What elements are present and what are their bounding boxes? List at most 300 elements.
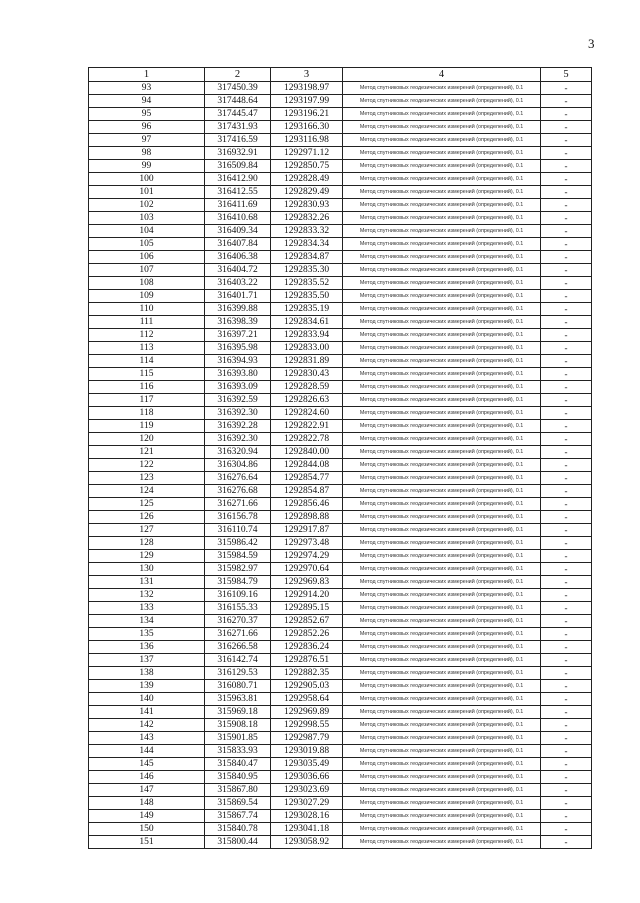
point-number-cell: 139 [89, 680, 205, 693]
method-cell: Метод спутниковых геодезических измерений (определений), 0.1 [343, 797, 541, 810]
header-col-3: 3 [271, 68, 343, 82]
point-number-cell: 129 [89, 550, 205, 563]
note-cell: - [541, 355, 592, 368]
method-cell: Метод спутниковых геодезических измерений (определений), 0.1 [343, 680, 541, 693]
table-row [89, 459, 592, 472]
y-coordinate-cell: 1292973.48 [271, 537, 343, 550]
y-coordinate-cell: 1292898.88 [271, 511, 343, 524]
point-number-cell: 115 [89, 368, 205, 381]
note-cell: - [541, 394, 592, 407]
y-coordinate-cell: 1292856.46 [271, 498, 343, 511]
point-number-cell: 151 [89, 836, 205, 849]
x-coordinate-cell: 316411.69 [205, 199, 271, 212]
note-cell: - [541, 407, 592, 420]
table-row [89, 199, 592, 212]
point-number-cell: 135 [89, 628, 205, 641]
method-cell: Метод спутниковых геодезических измерений (определений), 0.1 [343, 823, 541, 836]
table-row [89, 784, 592, 797]
x-coordinate-cell: 316395.98 [205, 342, 271, 355]
method-cell: Метод спутниковых геодезических измерений (определений), 0.1 [343, 576, 541, 589]
note-cell: - [541, 602, 592, 615]
note-cell: - [541, 329, 592, 342]
point-number-cell: 112 [89, 329, 205, 342]
table-row [89, 394, 592, 407]
table-row [89, 277, 592, 290]
x-coordinate-cell: 316270.37 [205, 615, 271, 628]
note-cell: - [541, 238, 592, 251]
y-coordinate-cell: 1292834.61 [271, 316, 343, 329]
y-coordinate-cell: 1293028.16 [271, 810, 343, 823]
table-row [89, 771, 592, 784]
method-cell: Метод спутниковых геодезических измерений (определений), 0.1 [343, 212, 541, 225]
table-row [89, 329, 592, 342]
x-coordinate-cell: 316266.58 [205, 641, 271, 654]
x-coordinate-cell: 315986.42 [205, 537, 271, 550]
y-coordinate-cell: 1293036.66 [271, 771, 343, 784]
method-cell: Метод спутниковых геодезических измерений (определений), 0.1 [343, 745, 541, 758]
point-number-cell: 106 [89, 251, 205, 264]
point-number-cell: 109 [89, 290, 205, 303]
x-coordinate-cell: 316276.64 [205, 472, 271, 485]
table-row [89, 290, 592, 303]
method-cell: Метод спутниковых геодезических измерений (определений), 0.1 [343, 199, 541, 212]
point-number-cell: 141 [89, 706, 205, 719]
x-coordinate-cell: 315901.85 [205, 732, 271, 745]
point-number-cell: 138 [89, 667, 205, 680]
x-coordinate-cell: 316401.71 [205, 290, 271, 303]
method-cell: Метод спутниковых геодезических измерений (определений), 0.1 [343, 381, 541, 394]
point-number-cell: 118 [89, 407, 205, 420]
table-row [89, 420, 592, 433]
note-cell: - [541, 810, 592, 823]
table-row [89, 108, 592, 121]
x-coordinate-cell: 316142.74 [205, 654, 271, 667]
x-coordinate-cell: 317450.39 [205, 82, 271, 95]
table-row [89, 719, 592, 732]
point-number-cell: 100 [89, 173, 205, 186]
method-cell: Метод спутниковых геодезических измерений (определений), 0.1 [343, 277, 541, 290]
note-cell: - [541, 147, 592, 160]
x-coordinate-cell: 316404.72 [205, 264, 271, 277]
table-row [89, 511, 592, 524]
page-number: 3 [588, 36, 595, 51]
note-cell: - [541, 277, 592, 290]
note-cell: - [541, 732, 592, 745]
method-cell: Метод спутниковых геодезических измерений (определений), 0.1 [343, 95, 541, 108]
table-row [89, 82, 592, 95]
point-number-cell: 143 [89, 732, 205, 745]
method-cell: Метод спутниковых геодезических измерений (определений), 0.1 [343, 836, 541, 849]
x-coordinate-cell: 315869.54 [205, 797, 271, 810]
method-cell: Метод спутниковых геодезических измерений (определений), 0.1 [343, 160, 541, 173]
y-coordinate-cell: 1292835.52 [271, 277, 343, 290]
note-cell: - [541, 485, 592, 498]
table-row [89, 836, 592, 849]
point-number-cell: 137 [89, 654, 205, 667]
y-coordinate-cell: 1293058.92 [271, 836, 343, 849]
table-row [89, 95, 592, 108]
method-cell: Метод спутниковых геодезических измерений (определений), 0.1 [343, 82, 541, 95]
point-number-cell: 147 [89, 784, 205, 797]
y-coordinate-cell: 1293023.69 [271, 784, 343, 797]
note-cell: - [541, 433, 592, 446]
x-coordinate-cell: 316271.66 [205, 498, 271, 511]
x-coordinate-cell: 316509.84 [205, 160, 271, 173]
x-coordinate-cell: 316932.91 [205, 147, 271, 160]
y-coordinate-cell: 1292987.79 [271, 732, 343, 745]
y-coordinate-cell: 1292824.60 [271, 407, 343, 420]
y-coordinate-cell: 1292969.83 [271, 576, 343, 589]
y-coordinate-cell: 1292826.63 [271, 394, 343, 407]
note-cell: - [541, 667, 592, 680]
point-number-cell: 99 [89, 160, 205, 173]
point-number-cell: 127 [89, 524, 205, 537]
note-cell: - [541, 251, 592, 264]
point-number-cell: 108 [89, 277, 205, 290]
x-coordinate-cell: 315984.79 [205, 576, 271, 589]
method-cell: Метод спутниковых геодезических измерений (определений), 0.1 [343, 433, 541, 446]
x-coordinate-cell: 316320.94 [205, 446, 271, 459]
y-coordinate-cell: 1292835.50 [271, 290, 343, 303]
method-cell: Метод спутниковых геодезических измерений (определений), 0.1 [343, 589, 541, 602]
method-cell: Метод спутниковых геодезических измерений (определений), 0.1 [343, 290, 541, 303]
method-cell: Метод спутниковых геодезических измерений (определений), 0.1 [343, 264, 541, 277]
x-coordinate-cell: 315984.59 [205, 550, 271, 563]
note-cell: - [541, 836, 592, 849]
note-cell: - [541, 680, 592, 693]
table-row [89, 303, 592, 316]
x-coordinate-cell: 317431.93 [205, 121, 271, 134]
table-row [89, 641, 592, 654]
table-row [89, 342, 592, 355]
x-coordinate-cell: 315969.18 [205, 706, 271, 719]
point-number-cell: 97 [89, 134, 205, 147]
table-row [89, 316, 592, 329]
y-coordinate-cell: 1292822.78 [271, 433, 343, 446]
y-coordinate-cell: 1292914.20 [271, 589, 343, 602]
point-number-cell: 119 [89, 420, 205, 433]
y-coordinate-cell: 1292822.91 [271, 420, 343, 433]
x-coordinate-cell: 316080.71 [205, 680, 271, 693]
note-cell: - [541, 316, 592, 329]
point-number-cell: 124 [89, 485, 205, 498]
x-coordinate-cell: 316407.84 [205, 238, 271, 251]
note-cell: - [541, 797, 592, 810]
point-number-cell: 142 [89, 719, 205, 732]
x-coordinate-cell: 315867.74 [205, 810, 271, 823]
note-cell: - [541, 758, 592, 771]
table-row [89, 498, 592, 511]
note-cell: - [541, 771, 592, 784]
method-cell: Метод спутниковых геодезических измерений (определений), 0.1 [343, 550, 541, 563]
method-cell: Метод спутниковых геодезических измерений (определений), 0.1 [343, 693, 541, 706]
table-row [89, 745, 592, 758]
method-cell: Метод спутниковых геодезических измерений (определений), 0.1 [343, 420, 541, 433]
x-coordinate-cell: 316397.21 [205, 329, 271, 342]
x-coordinate-cell: 316412.55 [205, 186, 271, 199]
note-cell: - [541, 199, 592, 212]
x-coordinate-cell: 316392.59 [205, 394, 271, 407]
table-row [89, 264, 592, 277]
table-row [89, 134, 592, 147]
table-row [89, 472, 592, 485]
y-coordinate-cell: 1292828.49 [271, 173, 343, 186]
note-cell: - [541, 472, 592, 485]
point-number-cell: 122 [89, 459, 205, 472]
y-coordinate-cell: 1292830.43 [271, 368, 343, 381]
note-cell: - [541, 550, 592, 563]
method-cell: Метод спутниковых геодезических измерений (определений), 0.1 [343, 654, 541, 667]
point-number-cell: 105 [89, 238, 205, 251]
table-row [89, 212, 592, 225]
x-coordinate-cell: 316393.09 [205, 381, 271, 394]
point-number-cell: 150 [89, 823, 205, 836]
y-coordinate-cell: 1293041.18 [271, 823, 343, 836]
table-header-row [89, 68, 592, 82]
table-row [89, 667, 592, 680]
note-cell: - [541, 160, 592, 173]
y-coordinate-cell: 1293116.98 [271, 134, 343, 147]
point-number-cell: 95 [89, 108, 205, 121]
x-coordinate-cell: 315908.18 [205, 719, 271, 732]
table-row [89, 433, 592, 446]
point-number-cell: 132 [89, 589, 205, 602]
note-cell: - [541, 290, 592, 303]
table-row [89, 758, 592, 771]
note-cell: - [541, 628, 592, 641]
header-col-5: 5 [541, 68, 592, 82]
table-row [89, 732, 592, 745]
method-cell: Метод спутниковых геодезических измерений (определений), 0.1 [343, 667, 541, 680]
note-cell: - [541, 693, 592, 706]
y-coordinate-cell: 1292917.87 [271, 524, 343, 537]
note-cell: - [541, 615, 592, 628]
y-coordinate-cell: 1293197.99 [271, 95, 343, 108]
table-row [89, 576, 592, 589]
method-cell: Метод спутниковых геодезических измерений (определений), 0.1 [343, 758, 541, 771]
table-row [89, 693, 592, 706]
point-number-cell: 110 [89, 303, 205, 316]
table-row [89, 706, 592, 719]
note-cell: - [541, 173, 592, 186]
table-row [89, 654, 592, 667]
y-coordinate-cell: 1292998.55 [271, 719, 343, 732]
y-coordinate-cell: 1292852.67 [271, 615, 343, 628]
method-cell: Метод спутниковых геодезических измерений (определений), 0.1 [343, 732, 541, 745]
header-col-4: 4 [343, 68, 541, 82]
note-cell: - [541, 745, 592, 758]
x-coordinate-cell: 316410.68 [205, 212, 271, 225]
point-number-cell: 149 [89, 810, 205, 823]
method-cell: Метод спутниковых геодезических измерений (определений), 0.1 [343, 524, 541, 537]
note-cell: - [541, 511, 592, 524]
point-number-cell: 134 [89, 615, 205, 628]
method-cell: Метод спутниковых геодезических измерений (определений), 0.1 [343, 225, 541, 238]
y-coordinate-cell: 1292835.30 [271, 264, 343, 277]
x-coordinate-cell: 316409.34 [205, 225, 271, 238]
point-number-cell: 133 [89, 602, 205, 615]
y-coordinate-cell: 1292974.29 [271, 550, 343, 563]
y-coordinate-cell: 1292836.24 [271, 641, 343, 654]
x-coordinate-cell: 316304.86 [205, 459, 271, 472]
table-row [89, 615, 592, 628]
method-cell: Метод спутниковых геодезических измерений (определений), 0.1 [343, 394, 541, 407]
point-number-cell: 117 [89, 394, 205, 407]
note-cell: - [541, 537, 592, 550]
y-coordinate-cell: 1292844.08 [271, 459, 343, 472]
x-coordinate-cell: 316110.74 [205, 524, 271, 537]
method-cell: Метод спутниковых геодезических измерений (определений), 0.1 [343, 251, 541, 264]
point-number-cell: 101 [89, 186, 205, 199]
method-cell: Метод спутниковых геодезических измерений (определений), 0.1 [343, 173, 541, 186]
table-row [89, 524, 592, 537]
table-row [89, 355, 592, 368]
point-number-cell: 148 [89, 797, 205, 810]
x-coordinate-cell: 316412.90 [205, 173, 271, 186]
y-coordinate-cell: 1292882.35 [271, 667, 343, 680]
point-number-cell: 130 [89, 563, 205, 576]
method-cell: Метод спутниковых геодезических измерений (определений), 0.1 [343, 303, 541, 316]
note-cell: - [541, 82, 592, 95]
method-cell: Метод спутниковых геодезических измерений (определений), 0.1 [343, 784, 541, 797]
point-number-cell: 116 [89, 381, 205, 394]
x-coordinate-cell: 316399.88 [205, 303, 271, 316]
table-row [89, 173, 592, 186]
table-row [89, 810, 592, 823]
y-coordinate-cell: 1292850.75 [271, 160, 343, 173]
method-cell: Метод спутниковых геодезических измерений (определений), 0.1 [343, 511, 541, 524]
table-row [89, 251, 592, 264]
table-row [89, 628, 592, 641]
note-cell: - [541, 719, 592, 732]
method-cell: Метод спутниковых геодезических измерений (определений), 0.1 [343, 238, 541, 251]
y-coordinate-cell: 1292970.64 [271, 563, 343, 576]
point-number-cell: 121 [89, 446, 205, 459]
x-coordinate-cell: 317416.59 [205, 134, 271, 147]
table-row [89, 485, 592, 498]
note-cell: - [541, 212, 592, 225]
coordinates-table [88, 67, 592, 849]
method-cell: Метод спутниковых геодезических измерений (определений), 0.1 [343, 342, 541, 355]
note-cell: - [541, 368, 592, 381]
note-cell: - [541, 706, 592, 719]
x-coordinate-cell: 315963.81 [205, 693, 271, 706]
point-number-cell: 93 [89, 82, 205, 95]
point-number-cell: 113 [89, 342, 205, 355]
note-cell: - [541, 134, 592, 147]
table-body [89, 82, 592, 849]
note-cell: - [541, 589, 592, 602]
point-number-cell: 120 [89, 433, 205, 446]
note-cell: - [541, 784, 592, 797]
x-coordinate-cell: 316129.53 [205, 667, 271, 680]
table-row [89, 602, 592, 615]
y-coordinate-cell: 1292833.32 [271, 225, 343, 238]
method-cell: Метод спутниковых геодезических измерений (определений), 0.1 [343, 602, 541, 615]
method-cell: Метод спутниковых геодезических измерений (определений), 0.1 [343, 316, 541, 329]
note-cell: - [541, 563, 592, 576]
note-cell: - [541, 459, 592, 472]
method-cell: Метод спутниковых геодезических измерений (определений), 0.1 [343, 368, 541, 381]
table-row [89, 680, 592, 693]
point-number-cell: 128 [89, 537, 205, 550]
y-coordinate-cell: 1293027.29 [271, 797, 343, 810]
point-number-cell: 114 [89, 355, 205, 368]
y-coordinate-cell: 1292852.26 [271, 628, 343, 641]
point-number-cell: 103 [89, 212, 205, 225]
point-number-cell: 126 [89, 511, 205, 524]
note-cell: - [541, 225, 592, 238]
table-row [89, 563, 592, 576]
method-cell: Метод спутниковых геодезических измерений (определений), 0.1 [343, 719, 541, 732]
point-number-cell: 146 [89, 771, 205, 784]
table-row [89, 147, 592, 160]
point-number-cell: 96 [89, 121, 205, 134]
method-cell: Метод спутниковых геодезических измерений (определений), 0.1 [343, 615, 541, 628]
x-coordinate-cell: 317445.47 [205, 108, 271, 121]
point-number-cell: 131 [89, 576, 205, 589]
x-coordinate-cell: 315867.80 [205, 784, 271, 797]
table-row [89, 368, 592, 381]
note-cell: - [541, 342, 592, 355]
method-cell: Метод спутниковых геодезических измерений (определений), 0.1 [343, 134, 541, 147]
note-cell: - [541, 420, 592, 433]
y-coordinate-cell: 1292830.93 [271, 199, 343, 212]
method-cell: Метод спутниковых геодезических измерений (определений), 0.1 [343, 147, 541, 160]
y-coordinate-cell: 1292832.26 [271, 212, 343, 225]
y-coordinate-cell: 1292833.94 [271, 329, 343, 342]
x-coordinate-cell: 316156.78 [205, 511, 271, 524]
method-cell: Метод спутниковых геодезических измерений (определений), 0.1 [343, 485, 541, 498]
method-cell: Метод спутниковых геодезических измерений (определений), 0.1 [343, 537, 541, 550]
point-number-cell: 125 [89, 498, 205, 511]
point-number-cell: 98 [89, 147, 205, 160]
note-cell: - [541, 576, 592, 589]
method-cell: Метод спутниковых геодезических измерений (определений), 0.1 [343, 446, 541, 459]
table-row [89, 537, 592, 550]
table-row [89, 407, 592, 420]
method-cell: Метод спутниковых геодезических измерений (определений), 0.1 [343, 108, 541, 121]
method-cell: Метод спутниковых геодезических измерений (определений), 0.1 [343, 329, 541, 342]
note-cell: - [541, 381, 592, 394]
y-coordinate-cell: 1292834.34 [271, 238, 343, 251]
table-row [89, 381, 592, 394]
table-row [89, 589, 592, 602]
method-cell: Метод спутниковых геодезических измерений (определений), 0.1 [343, 407, 541, 420]
note-cell: - [541, 641, 592, 654]
table-row [89, 121, 592, 134]
method-cell: Метод спутниковых геодезических измерений (определений), 0.1 [343, 563, 541, 576]
point-number-cell: 145 [89, 758, 205, 771]
y-coordinate-cell: 1292829.49 [271, 186, 343, 199]
y-coordinate-cell: 1292828.59 [271, 381, 343, 394]
x-coordinate-cell: 315840.47 [205, 758, 271, 771]
x-coordinate-cell: 315833.93 [205, 745, 271, 758]
y-coordinate-cell: 1292969.89 [271, 706, 343, 719]
x-coordinate-cell: 316392.30 [205, 407, 271, 420]
note-cell: - [541, 524, 592, 537]
x-coordinate-cell: 316109.16 [205, 589, 271, 602]
method-cell: Метод спутниковых геодезических измерений (определений), 0.1 [343, 706, 541, 719]
y-coordinate-cell: 1292958.64 [271, 693, 343, 706]
x-coordinate-cell: 316155.33 [205, 602, 271, 615]
method-cell: Метод спутниковых геодезических измерений (определений), 0.1 [343, 121, 541, 134]
y-coordinate-cell: 1292895.15 [271, 602, 343, 615]
note-cell: - [541, 264, 592, 277]
x-coordinate-cell: 316276.68 [205, 485, 271, 498]
note-cell: - [541, 823, 592, 836]
y-coordinate-cell: 1292876.51 [271, 654, 343, 667]
